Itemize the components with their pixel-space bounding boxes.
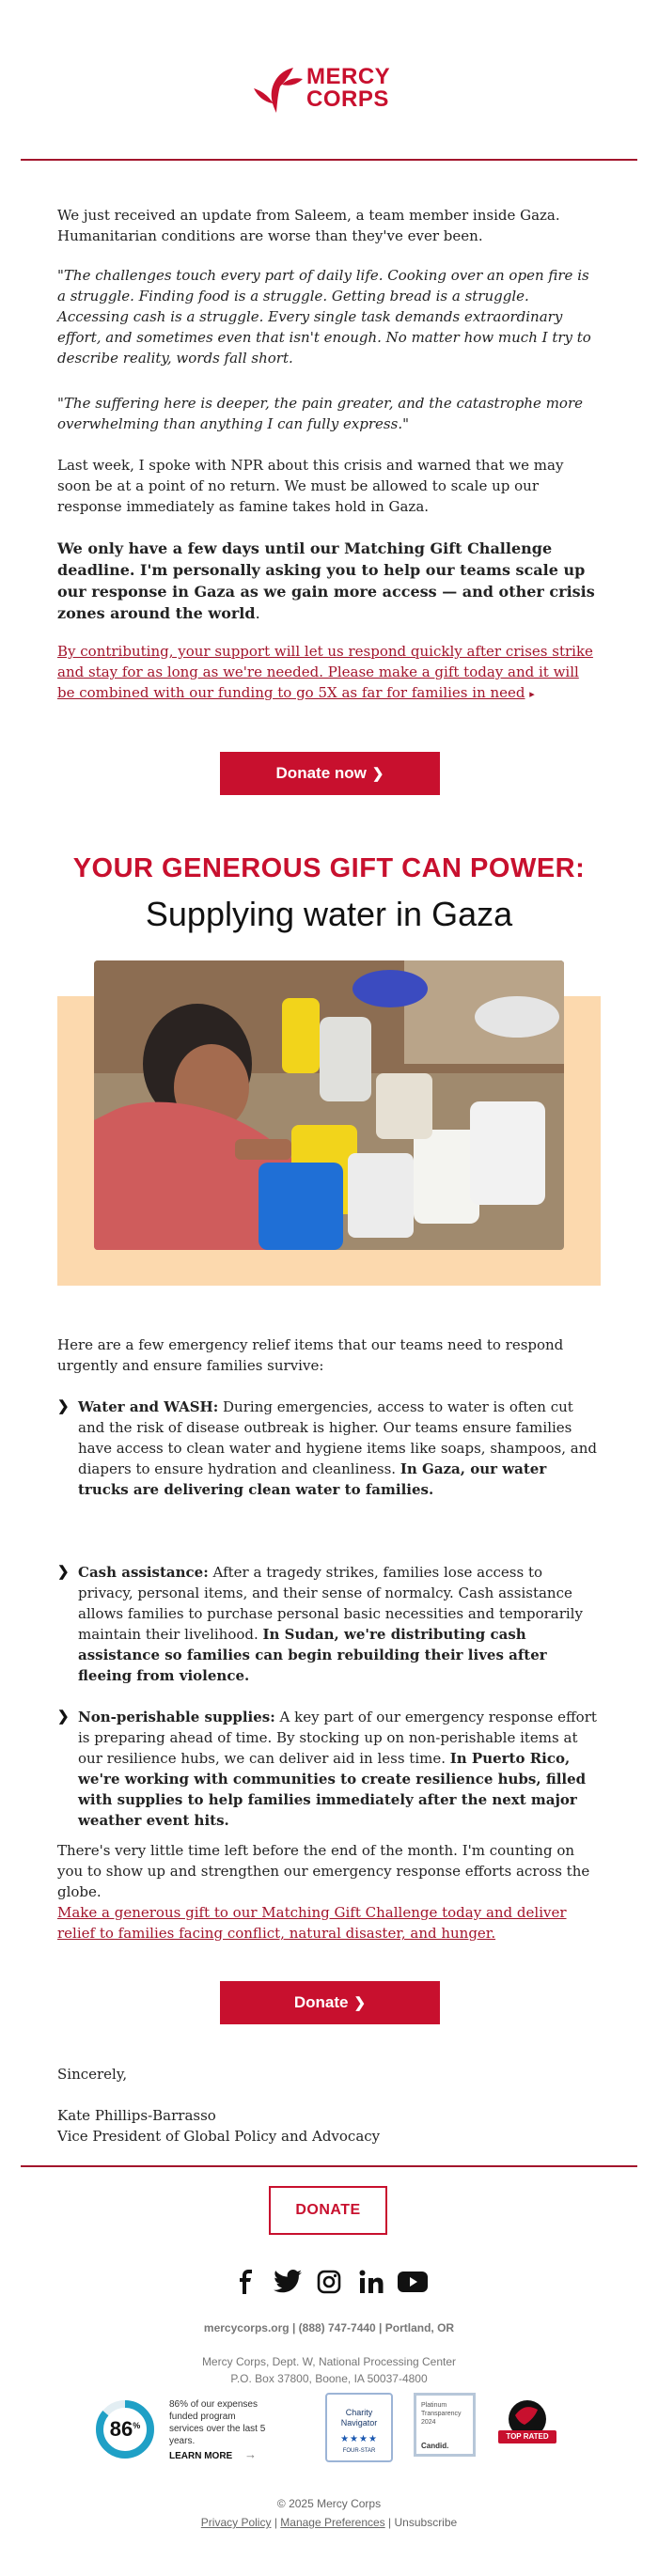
address-line-1: Mercy Corps, Dept. W, National Processing Center xyxy=(201,2355,457,2368)
quote-two-text: "The suffering here is deeper, the pain greater, and the catastrophe more overwhelming than anything I can fully express." xyxy=(57,395,583,432)
address-line-2: P.O. Box 37800, Boone, IA 50037-4800 xyxy=(230,2372,428,2385)
facebook-icon[interactable] xyxy=(230,2267,260,2297)
separator: | xyxy=(274,2516,277,2529)
item-text: After a tragedy strikes, families lose access to privacy, personal items, and their sense of normalcy. Cash assistance allows families to purchase personal basic necessities and temporarily maintain their livelihood. xyxy=(78,1564,583,1643)
salutation-text: Sincerely, xyxy=(57,2066,128,2083)
top-rated-badge[interactable] xyxy=(496,2393,558,2459)
unsubscribe-link[interactable]: Unsubscribe xyxy=(394,2516,458,2529)
power-subheading: Supplying water in Gaza xyxy=(145,895,513,933)
chevron-right-icon: ❯ xyxy=(353,1995,367,2011)
list-item xyxy=(57,1397,601,1500)
chevron-bullet-icon: ❯ xyxy=(57,1709,70,1725)
quote-one xyxy=(57,265,601,368)
copyright: © 2025 Mercy Corps xyxy=(276,2497,382,2510)
social-links xyxy=(230,2267,428,2297)
item-title: Water and WASH: xyxy=(78,1398,219,1415)
instagram-icon[interactable] xyxy=(314,2267,344,2297)
chevron-bullet-icon: ❯ xyxy=(57,1398,70,1414)
gift-link[interactable]: By contributing, your support will let us respond quickly after crises strike and stay for as long as we're needed. Please make a gift today and it will be combined with our funding to go 5X as far for families in need xyxy=(57,643,593,701)
program-services-description: 86% of our expenses funded program services over the last 5 years. xyxy=(169,2399,266,2446)
mercy-corps-logo-icon xyxy=(248,60,305,117)
items-intro xyxy=(57,1335,601,1376)
contact-line: mercycorps.org | (888) 747-7440 | Portland, OR xyxy=(203,2321,455,2334)
gift-link-arrow-icon[interactable]: ▸ xyxy=(529,688,535,700)
header-divider xyxy=(21,159,637,161)
donate-button[interactable] xyxy=(220,1981,440,2024)
twitter-icon[interactable] xyxy=(273,2267,303,2297)
closing-text: There's very little time left before the end of the month. I'm counting on you to show up and strengthen our emergency response efforts across the globe. xyxy=(57,1842,590,1900)
chevron-right-icon: ❯ xyxy=(371,766,384,782)
candid-seal-badge[interactable] xyxy=(414,2393,476,2457)
candid-name: Candid. xyxy=(421,2442,449,2450)
quote-one-text: "The challenges touch every part of daily life. Cooking over an open fire is a struggle. Finding food is a struggle. Getting bread is a struggle. Accessing cash is a struggle. Every single task demands extraordinary effort, and sometimes even that isn't enough. No matter how much I try to describe reality, words fall short. xyxy=(57,267,591,367)
items-intro-text: Here are a few emergency relief items that our teams need to respond urgently and ensure families survive: xyxy=(57,1336,564,1374)
separator: | xyxy=(388,2516,392,2529)
footer-divider xyxy=(21,2165,637,2167)
logo-text-line2: CORPS xyxy=(306,86,389,112)
arrow-right-icon: → xyxy=(244,2447,258,2461)
footer-donate-button[interactable]: DONATE xyxy=(269,2186,387,2235)
candid-line1: Platinum xyxy=(421,2402,447,2409)
item-title: Non-perishable supplies: xyxy=(78,1709,275,1725)
footer-links xyxy=(0,2516,658,2529)
closing-link-paragraph[interactable] xyxy=(57,1902,601,1944)
four-star-icon: ★★★★ xyxy=(340,2434,378,2444)
chevron-bullet-icon: ❯ xyxy=(57,1564,70,1580)
closing-paragraph xyxy=(57,1840,601,1902)
trust-badges xyxy=(94,2393,564,2468)
npr-text: Last week, I spoke with NPR about this crisis and warned that we may soon be at a point of no return. We must be allowed to scale up our response immediately as famine takes hold in Gaza. xyxy=(57,457,564,515)
candid-line2: Transparency xyxy=(421,2411,462,2417)
deadline-text: We only have a few days until our Matching Gift Challenge deadline. I'm personally asking you to help our teams scale up our response in Gaza as we gain more access — and other crisis zones around the world xyxy=(57,539,595,622)
signer-title: Vice President of Global Policy and Advocacy xyxy=(57,2128,381,2145)
donate-now-button[interactable] xyxy=(220,752,440,795)
npr-paragraph xyxy=(57,455,601,517)
candid-year: 2024 xyxy=(421,2419,436,2426)
logo-text-line1: MERCY xyxy=(306,64,391,89)
power-heading: YOUR GENEROUS GIFT CAN POWER: xyxy=(72,853,586,883)
list-item xyxy=(57,1562,601,1686)
privacy-policy-link[interactable]: Privacy Policy xyxy=(200,2516,272,2529)
youtube-icon[interactable] xyxy=(398,2267,428,2297)
item-highlight: In Sudan, we're distributing cash assistance so families can begin rebuilding their lives after fleeing from violence. xyxy=(78,1626,547,1684)
learn-more-label: LEARN MORE xyxy=(169,2451,233,2461)
item-highlight: In Gaza, our water trucks are delivering clean water to families. xyxy=(78,1460,547,1498)
charity-navigator-line2: Navigator xyxy=(340,2418,378,2428)
charity-navigator-line1: Charity xyxy=(345,2408,373,2417)
item-text: A key part of our emergency response effort is preparing ahead of time. By stocking up on non-perishable items at our resilience hubs, we can deliver aid in less time. xyxy=(78,1709,597,1767)
program-services-percent: 86 % xyxy=(109,2417,141,2441)
list-item xyxy=(57,1707,601,1831)
donate-label: Donate xyxy=(293,1993,349,2011)
salutation xyxy=(57,2064,601,2084)
charity-navigator-badge[interactable] xyxy=(325,2393,393,2462)
linkedin-icon[interactable] xyxy=(356,2267,386,2297)
charity-navigator-rating: FOUR-STAR xyxy=(342,2448,376,2454)
signer-name: Kate Phillips-Barrasso xyxy=(57,2107,216,2124)
learn-more-link[interactable] xyxy=(169,2447,257,2461)
top-rated-label: TOP RATED xyxy=(506,2432,549,2441)
gift-link-paragraph[interactable] xyxy=(57,641,601,705)
item-text: During emergencies, access to water is often cut and the risk of disease outbreak is higher. Our teams ensure families have access to clean water and hygiene items like soaps, shampoos, and diapers to ensure hydration and cleanliness. xyxy=(78,1398,597,1477)
signature xyxy=(57,2105,601,2147)
quote-two xyxy=(57,393,601,434)
mercy-corps-logo[interactable] xyxy=(248,60,417,117)
closing-gift-link[interactable]: Make a generous gift to our Matching Gift Challenge today and deliver relief to families facing conflict, natural disaster, and hunger. xyxy=(57,1904,567,1942)
intro-paragraph xyxy=(57,205,601,246)
donate-now-label: Donate now xyxy=(275,764,367,782)
deadline-paragraph xyxy=(57,538,601,624)
intro-text: We just received an update from Saleem, a team member inside Gaza. Humanitarian conditions are worse than they've ever been. xyxy=(57,207,560,244)
item-highlight: In Puerto Rico, we're working with communities to create resilience hubs, filled with supplies to help families immediately after the next major weather event hits. xyxy=(78,1750,587,1829)
manage-preferences-link[interactable]: Manage Preferences xyxy=(280,2516,385,2529)
deadline-period: . xyxy=(255,604,260,622)
water-distribution-photo xyxy=(94,960,564,1250)
item-title: Cash assistance: xyxy=(78,1564,209,1581)
